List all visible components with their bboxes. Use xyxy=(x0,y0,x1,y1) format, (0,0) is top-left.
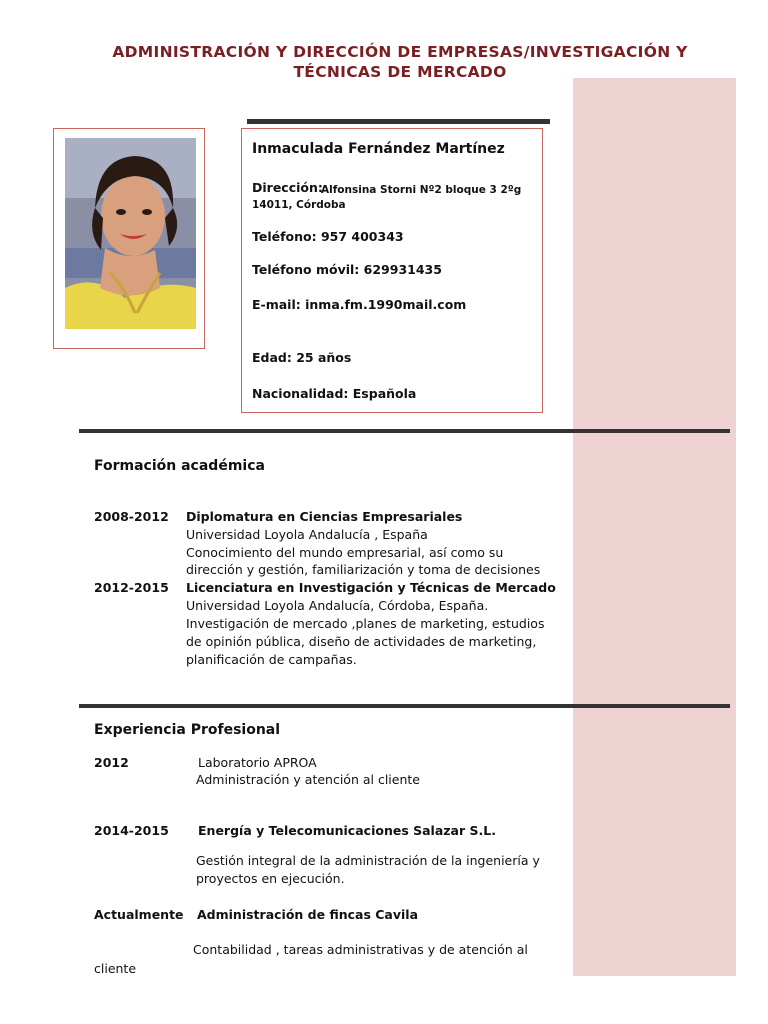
section-divider xyxy=(79,704,730,708)
address-line-1: Alfonsina Storni Nº2 bloque 3 2ºg xyxy=(321,184,522,196)
top-divider xyxy=(247,119,550,124)
education-line: Universidad Loyola Andalucía , España xyxy=(186,527,428,542)
education-years: 2012-2015 xyxy=(94,580,169,595)
address-line-2: 14011, Córdoba xyxy=(252,199,346,211)
portrait-photo xyxy=(65,138,196,329)
experience-company: Administración de fincas Cavila xyxy=(197,907,419,922)
experience-description: cliente xyxy=(94,961,137,976)
experience-description: Gestión integral de la administración de la ingeniería y xyxy=(196,853,540,868)
title-line-2: TÉCNICAS DE MERCADO xyxy=(293,63,507,81)
experience-years: 2012 xyxy=(94,755,129,770)
section-divider xyxy=(79,429,730,433)
experience-years: Actualmente xyxy=(94,907,184,922)
education-line: Investigación de mercado ,planes de marketing, estudios xyxy=(186,616,545,631)
portrait-illustration xyxy=(65,138,196,329)
experience-years: 2014-2015 xyxy=(94,823,169,838)
experience-description: Administración y atención al cliente xyxy=(196,772,420,787)
title-line-1: ADMINISTRACIÓN Y DIRECCIÓN DE EMPRESAS/INVESTIGACIÓN Y xyxy=(112,43,688,61)
address-label: Dirección: xyxy=(252,180,323,195)
experience-company: Energía y Telecomunicaciones Salazar S.L. xyxy=(198,823,496,838)
page-title xyxy=(70,42,730,82)
education-line: Universidad Loyola Andalucía, Córdoba, España. xyxy=(186,598,489,613)
education-years: 2008-2012 xyxy=(94,509,169,524)
education-title: Diplomatura en Ciencias Empresariales xyxy=(186,509,463,524)
mobile-phone: Teléfono móvil: 629931435 xyxy=(252,262,442,277)
education-title: Licenciatura en Investigación y Técnicas de Mercado xyxy=(186,580,556,595)
phone: Teléfono: 957 400343 xyxy=(252,229,404,244)
education-line: dirección y gestión, familiarización y toma de decisiones xyxy=(186,562,541,577)
education-line: Conocimiento del mundo empresarial, así como su xyxy=(186,545,504,560)
education-line: de opinión pública, diseño de actividades de marketing, xyxy=(186,634,537,649)
experience-heading: Experiencia Profesional xyxy=(94,722,281,738)
education-heading: Formación académica xyxy=(94,458,265,474)
experience-company: Laboratorio APROA xyxy=(198,755,317,770)
decorative-pink-column xyxy=(573,78,736,976)
email: E-mail: inma.fm.1990mail.com xyxy=(252,297,467,312)
person-name: Inmaculada Fernández Martínez xyxy=(252,141,505,157)
experience-description: Contabilidad , tareas administrativas y de atención al xyxy=(193,942,528,957)
experience-description: proyectos en ejecución. xyxy=(196,871,345,886)
education-line: planificación de campañas. xyxy=(186,652,357,667)
age: Edad: 25 años xyxy=(252,350,352,365)
nationality: Nacionalidad: Española xyxy=(252,386,417,401)
